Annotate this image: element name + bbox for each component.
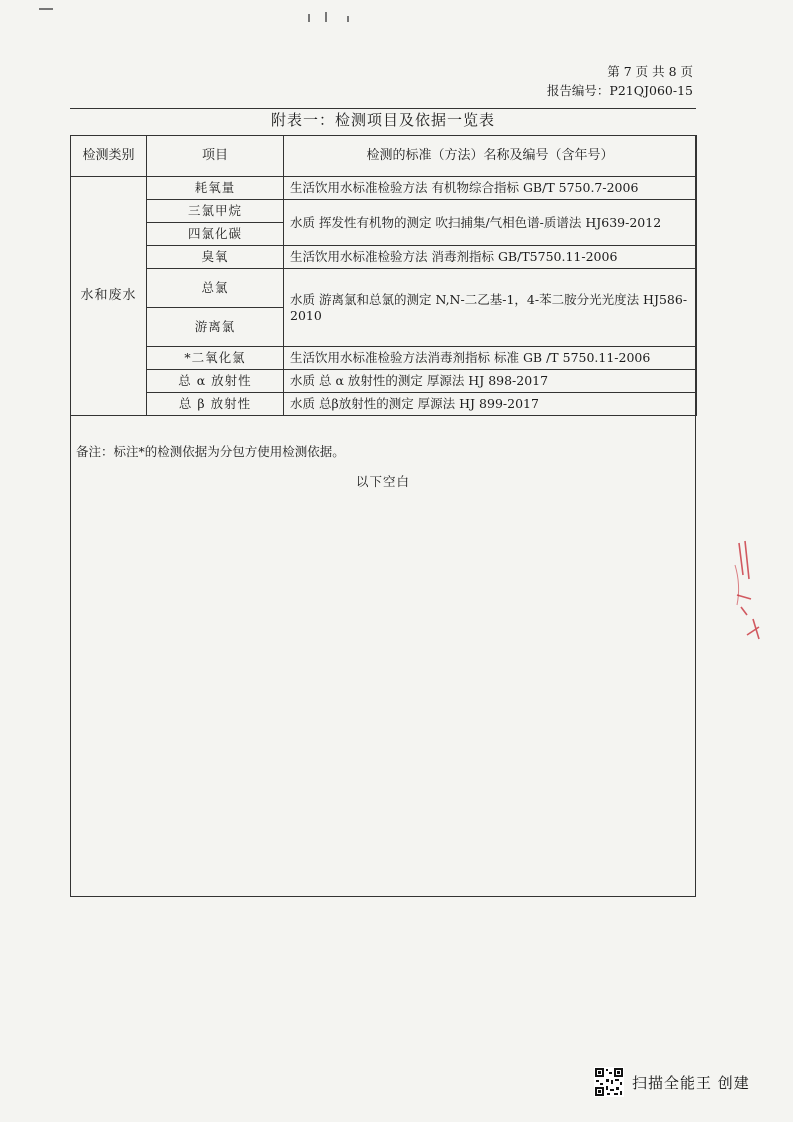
standard-cell: 水质 总β放射性的测定 厚源法 HJ 899-2017	[284, 393, 697, 416]
report-number: 报告编号：P21QJ060-15	[546, 83, 693, 98]
scanner-label: 扫描全能王 创建	[632, 1073, 750, 1092]
standard-cell: 生活饮用水标准检验方法消毒剂指标 标准 GB /T 5750.11-2006	[284, 347, 697, 370]
qr-code-icon	[594, 1067, 624, 1097]
table-row	[71, 269, 697, 308]
table-row	[71, 393, 697, 416]
item-cell: 总 β 放射性	[147, 393, 284, 416]
page-info	[547, 62, 693, 100]
red-stamp-fragment-icon	[733, 535, 763, 645]
standard-cell: 生活饮用水标准检验方法 有机物综合指标 GB/T 5750.7-2006	[284, 177, 697, 200]
item-cell: 三氯甲烷	[147, 200, 284, 223]
header-item: 项目	[147, 136, 284, 177]
header-category: 检测类别	[71, 136, 147, 177]
item-cell: 游离氯	[147, 308, 284, 347]
document-title: 附表一：检测项目及依据一览表	[270, 111, 495, 129]
item-cell: *二氧化氯	[147, 347, 284, 370]
test-items-table	[70, 135, 697, 416]
item-cell: 四氯化碳	[147, 223, 284, 246]
item-cell: 总氯	[147, 269, 284, 308]
category-cell: 水和废水	[71, 177, 147, 416]
scanner-watermark	[594, 1067, 750, 1097]
table-row	[71, 200, 697, 223]
standard-cell: 水质 游离氯和总氯的测定 N,N-二乙基-1，4-苯二胺分光光度法 HJ586-2010	[284, 269, 697, 347]
scan-speck	[308, 14, 310, 22]
table-row	[71, 347, 697, 370]
remark-note: 备注：标注*的检测依据为分包方使用检测依据。	[76, 444, 345, 459]
table-header-row	[71, 136, 697, 177]
table-row	[71, 246, 697, 269]
item-cell: 耗氧量	[147, 177, 284, 200]
scan-speck	[325, 12, 327, 22]
scan-speck	[39, 8, 53, 10]
item-cell: 总 α 放射性	[147, 370, 284, 393]
table-row	[71, 370, 697, 393]
standard-cell: 水质 总 α 放射性的测定 厚源法 HJ 898-2017	[284, 370, 697, 393]
item-cell: 臭氧	[147, 246, 284, 269]
standard-cell: 水质 挥发性有机物的测定 吹扫捕集/气相色谱-质谱法 HJ639-2012	[284, 200, 697, 246]
table-row	[71, 177, 697, 200]
header-standard: 检测的标准（方法）名称及编号（含年号）	[284, 136, 697, 177]
page-number: 第 7 页 共 8 页	[607, 64, 693, 79]
standard-cell: 生活饮用水标准检验方法 消毒剂指标 GB/T5750.11-2006	[284, 246, 697, 269]
blank-below-note: 以下空白	[355, 474, 410, 489]
scan-speck	[347, 16, 349, 22]
